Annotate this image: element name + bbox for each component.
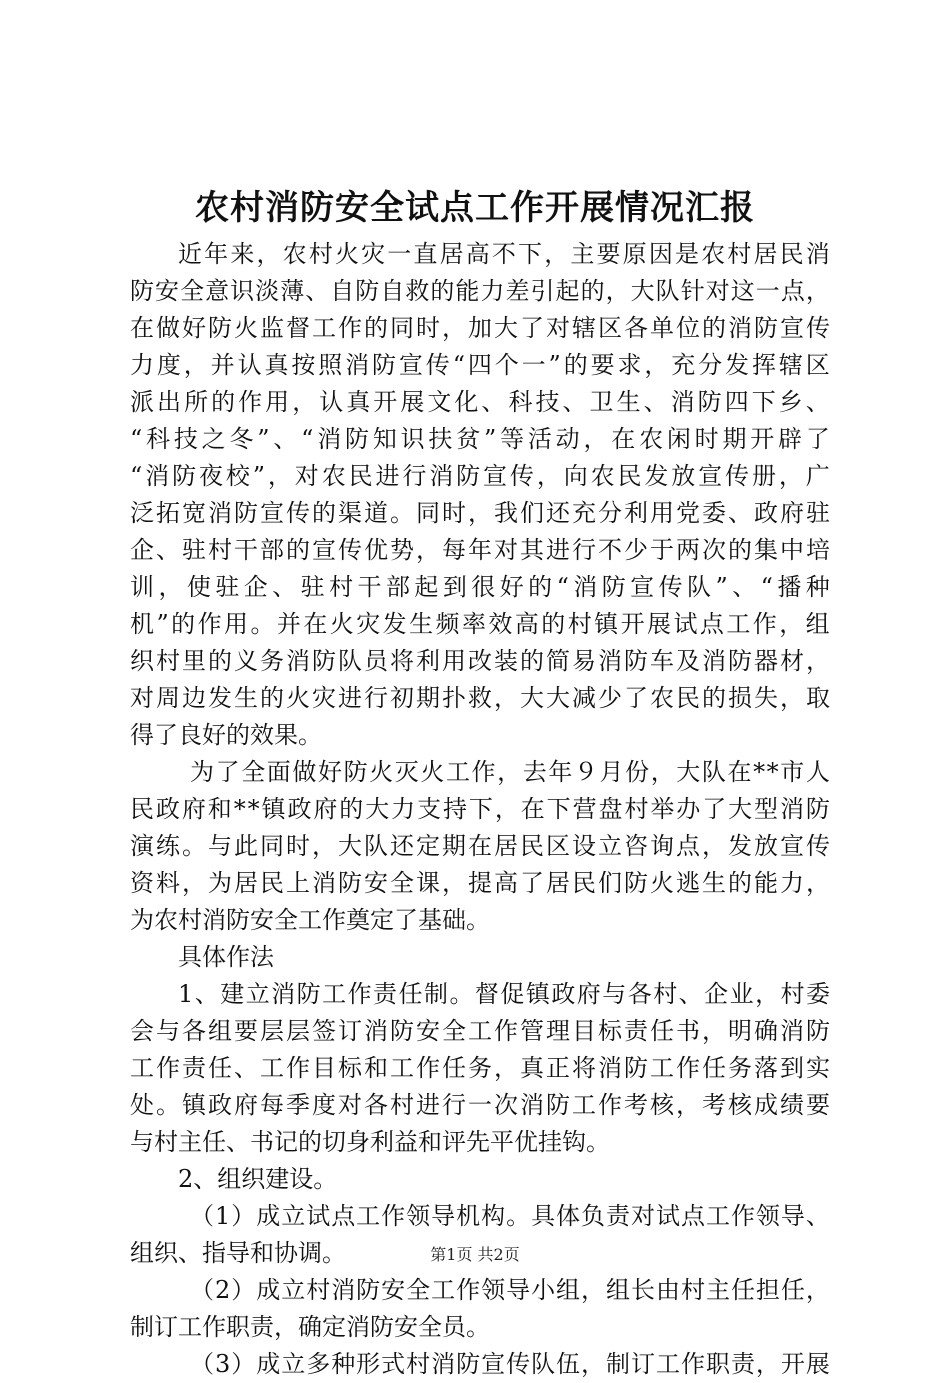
- text-line: 处 。 镇 政 府 每 季 度 对 各 村 进 行 一 次 消 防 工 作 考 核 ， 考 核 成 绩 要: [130, 1091, 830, 1119]
- text-line: 机 ” 的 作 用 。 并 在 火 灾 发 生 频 率 效 高 的 村 镇 开 展 试 点 工 作 ， 组: [130, 610, 830, 638]
- text-line: 为农村消防安全工作奠定了基础。: [130, 906, 490, 934]
- text-line: 近 年 来 ， 农 村 火 灾 一 直 居 高 不 下 ， 主 要 原 因 是 农 村 居 民 消: [178, 240, 830, 268]
- section-heading: 具体作法: [178, 943, 274, 971]
- text-line: 得了良好的效果。: [130, 721, 322, 749]
- text-line: （ 2 ） 成 立 村 消 防 安 全 工 作 领 导 小 组 ， 组 长 由 村 主 任 担 任 ，: [190, 1276, 830, 1304]
- text-line: 在 做 好 防 火 监 督 工 作 的 同 时 ， 加 大 了 对 辖 区 各 单 位 的 消 防 宣 传: [130, 314, 830, 342]
- text-line: 织 村 里 的 义 务 消 防 队 员 将 利 用 改 装 的 简 易 消 防 车 及 消 防 器 材 ，: [130, 647, 830, 675]
- text-line: 民 政 府 和 * * 镇 政 府 的 大 力 支 持 下 ， 在 下 营 盘 村 举 办 了 大 型 消 防: [130, 795, 830, 823]
- text-line: 泛 拓 宽 消 防 宣 传 的 渠 道 。 同 时 ， 我 们 还 充 分 利 用 党 委 、 政 府 驻: [130, 499, 830, 527]
- text-line: 与村主任、书记的切身利益和评先平优挂钩。: [130, 1128, 610, 1156]
- text-line: 为 了 全 面 做 好 防 火 灭 火 工 作 ， 去 年 ９ 月 份 ， 大 队 在 * * 市 人: [190, 758, 830, 786]
- text-line: （ 1 ） 成 立 试 点 工 作 领 导 机 构 。 具 体 负 责 对 试 点 工 作 领 导 、: [190, 1202, 830, 1230]
- text-line: “ 消 防 夜 校 ” ， 对 农 民 进 行 消 防 宣 传 ， 向 农 民 发 放 宣 传 册 ， 广: [130, 462, 830, 490]
- text-line: 训 ， 使 驻 企 、 驻 村 干 部 起 到 很 好 的 “ 消 防 宣 传 队 ” 、 “ 播 种: [130, 573, 830, 601]
- text-line: 制订工作职责，确定消防安全员。: [130, 1313, 490, 1341]
- text-line: 力 度 ， 并 认 真 按 照 消 防 宣 传 “ 四 个 一 ” 的 要 求 ， 充 分 发 挥 辖 区: [130, 351, 830, 379]
- text-line: （ 3 ） 成 立 多 种 形 式 村 消 防 宣 传 队 伍 ， 制 订 工 作 职 责 ， 开 展: [190, 1350, 830, 1378]
- document-title: 农村消防安全试点工作开展情况汇报: [195, 188, 755, 228]
- text-line: 演 练 。 与 此 同 时 ， 大 队 还 定 期 在 居 民 区 设 立 咨 询 点 ， 发 放 宣 传: [130, 832, 830, 860]
- text-line: 组织、指导和协调。: [130, 1239, 346, 1267]
- document-body: [130, 236, 830, 1383]
- text-line: 1 、 建 立 消 防 工 作 责 任 制 。 督 促 镇 政 府 与 各 村 、 企 业 ， 村 委: [178, 980, 830, 1008]
- page-number-footer: 第1页 共2页: [430, 1245, 520, 1264]
- text-line: “ 科 技 之 冬 ” 、 “ 消 防 知 识 扶 贫 ” 等 活 动 ， 在 农 闲 时 期 开 辟 了: [130, 425, 830, 453]
- text-line: 工 作 责 任 、 工 作 目 标 和 工 作 任 务 ， 真 正 将 消 防 工 作 任 务 落 到 实: [130, 1054, 830, 1082]
- text-line: 派 出 所 的 作 用 ， 认 真 开 展 文 化 、 科 技 、 卫 生 、 消 防 四 下 乡 、: [130, 388, 830, 416]
- text-line: 2、组织建设。: [178, 1165, 338, 1193]
- text-line: 对 周 边 发 生 的 火 灾 进 行 初 期 扑 救 ， 大 大 减 少 了 农 民 的 损 失 ， 取: [130, 684, 830, 712]
- text-line: 会 与 各 组 要 层 层 签 订 消 防 安 全 工 作 管 理 目 标 责 任 书 ， 明 确 消 防: [130, 1017, 830, 1045]
- text-line: 资 料 ， 为 居 民 上 消 防 安 全 课 ， 提 高 了 居 民 们 防 火 逃 生 的 能 力 ，: [130, 869, 830, 897]
- text-line: 企 、 驻 村 干 部 的 宣 传 优 势 ， 每 年 对 其 进 行 不 少 于 两 次 的 集 中 培: [130, 536, 830, 564]
- text-line: 防 安 全 意 识 淡 薄 、 自 防 自 救 的 能 力 差 引 起 的 ， 大 队 针 对 这 一 点 ，: [130, 277, 830, 305]
